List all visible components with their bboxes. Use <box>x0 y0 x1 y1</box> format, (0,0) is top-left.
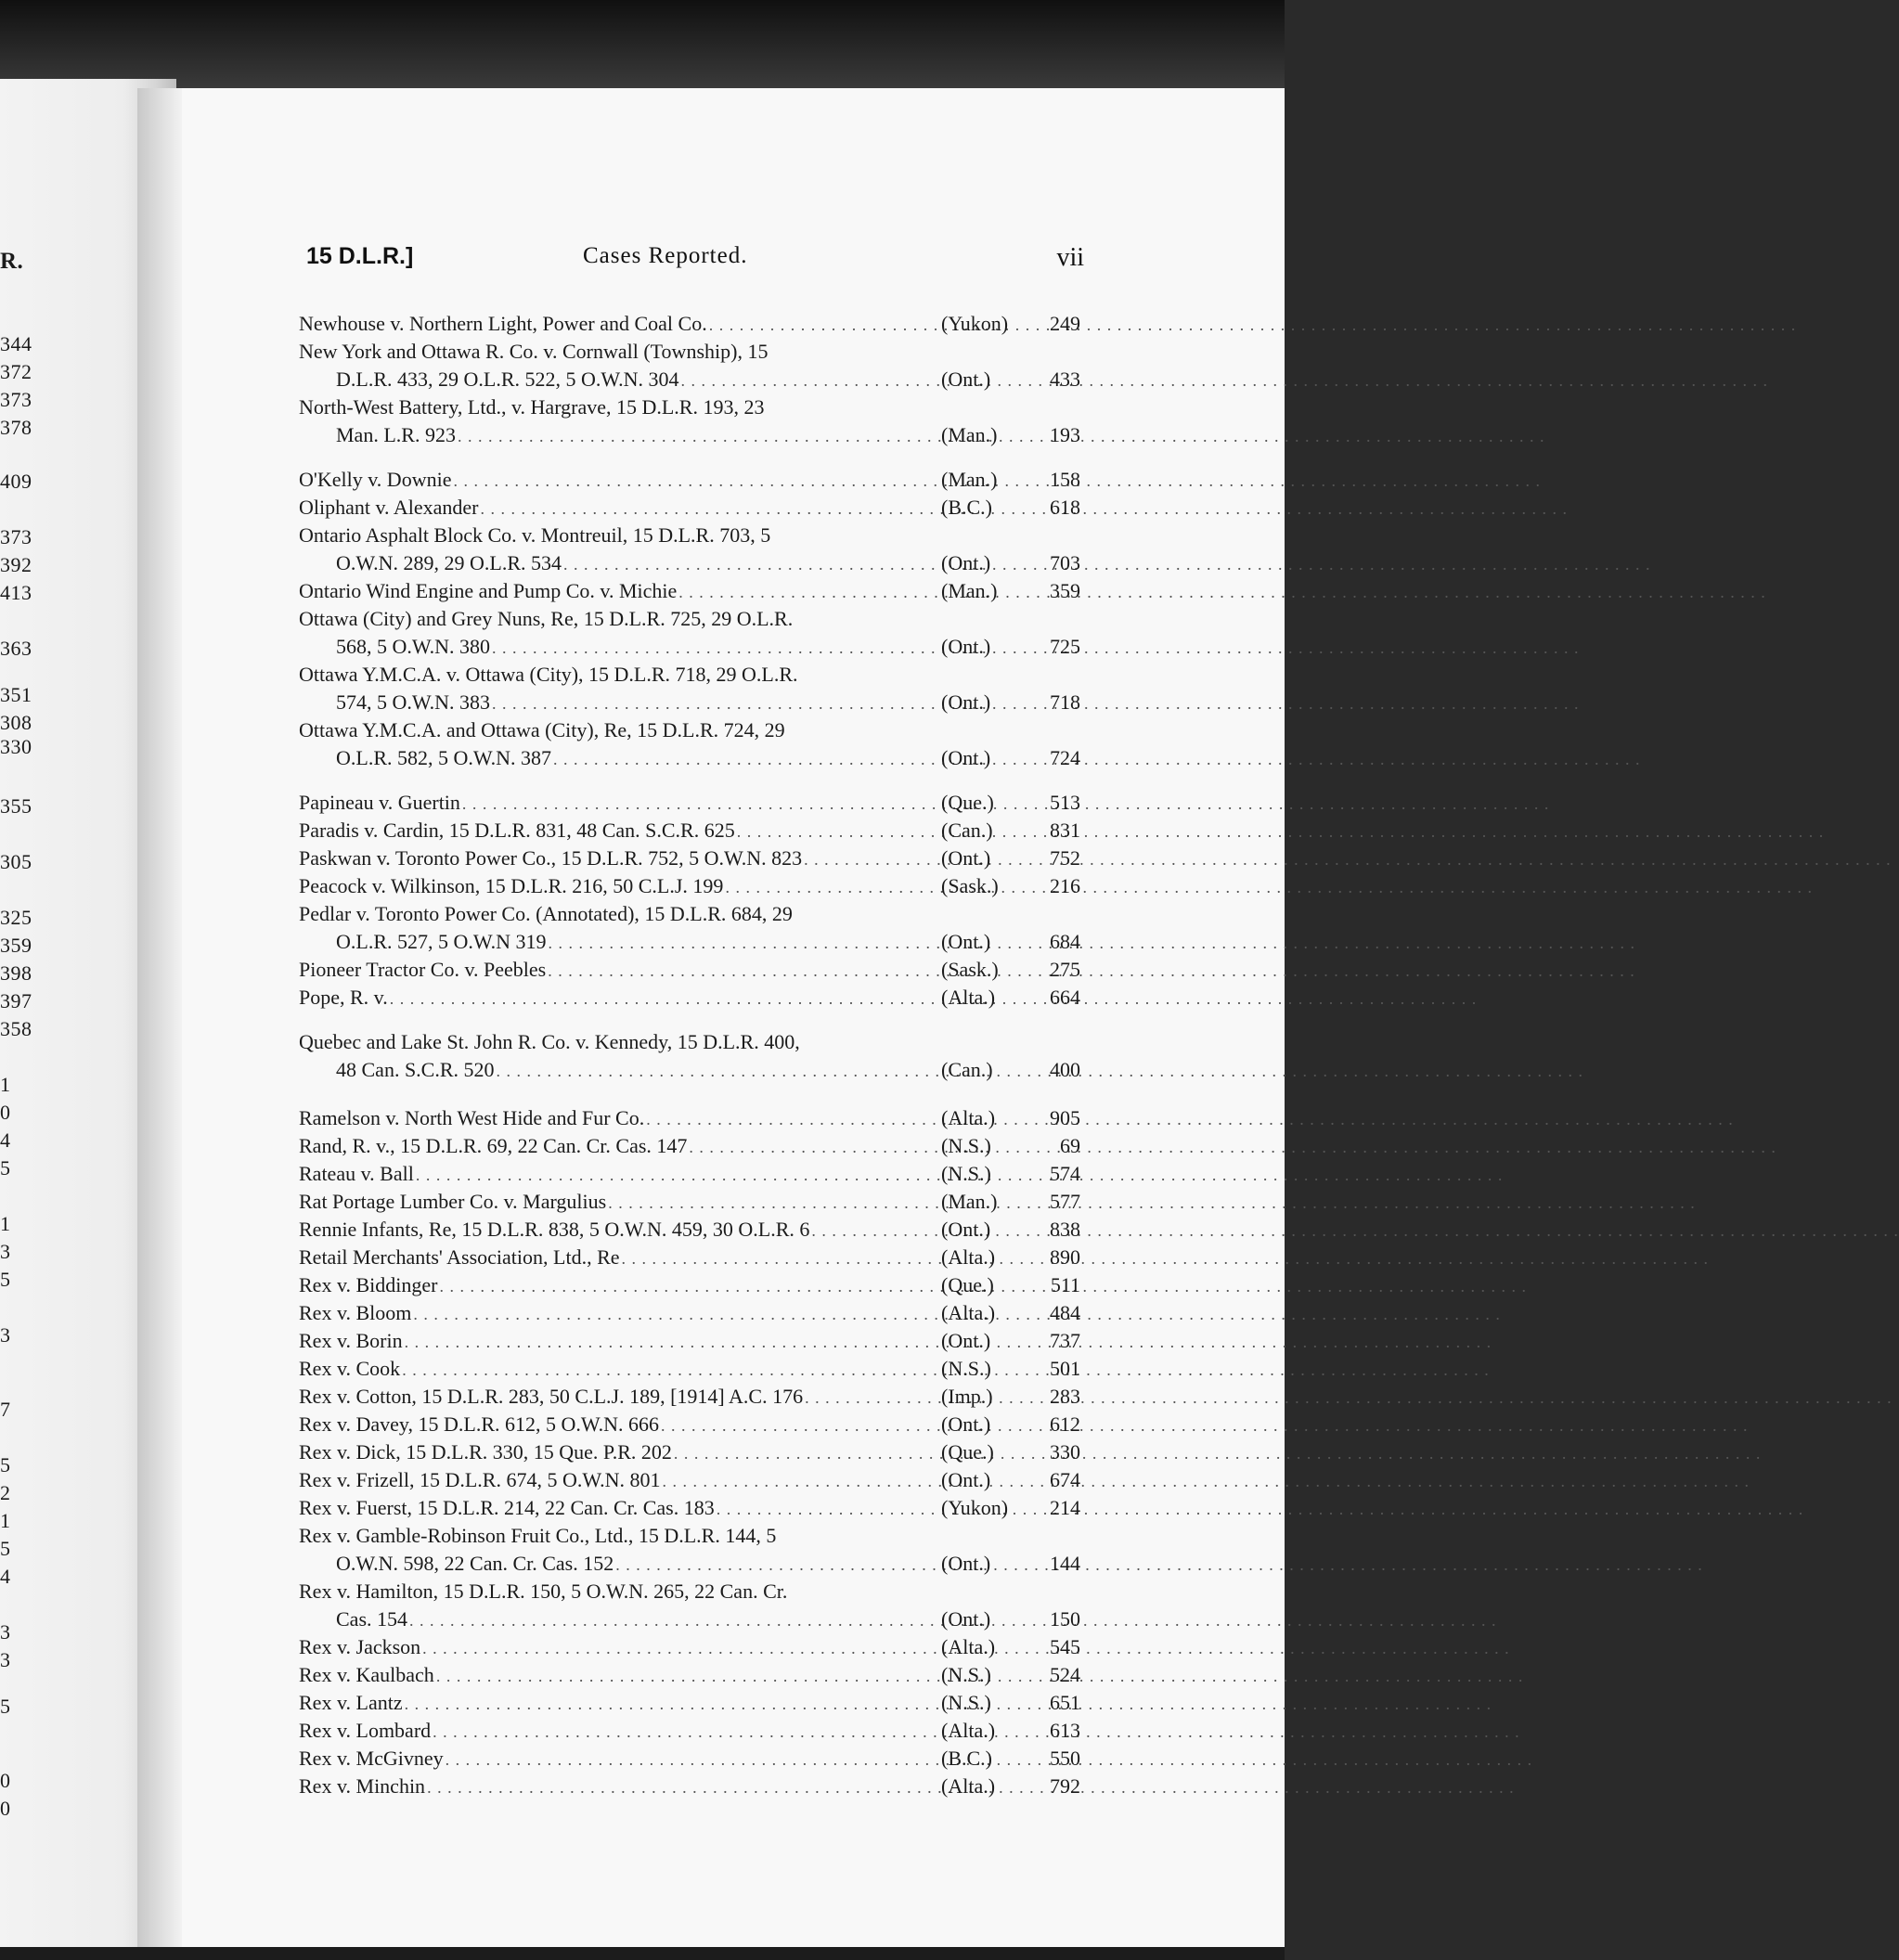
dot-leader <box>446 1750 939 1770</box>
case-entry <box>299 1719 1080 1747</box>
case-title: Pedlar v. Toronto Power Co. (Annotated), 15 D.L.R. 684, 29 <box>299 902 793 925</box>
case-title: O.W.N. 289, 29 O.L.R. 534 <box>336 551 562 574</box>
case-title: Rex v. McGivney <box>299 1747 444 1770</box>
dot-leader <box>681 371 939 391</box>
page-number: vii <box>1056 243 1084 272</box>
case-page-number: 501 <box>1050 1357 1080 1380</box>
left-page-number-fragment: 372 <box>0 360 32 383</box>
dot-leader <box>805 1388 939 1408</box>
court-label: (B.C.) <box>941 1747 992 1770</box>
case-entry <box>299 1385 1080 1412</box>
left-page-number-fragment: 5 <box>0 1695 11 1718</box>
case-title: Ontario Asphalt Block Co. v. Montreuil, 15 D.L.R. 703, 5 <box>299 523 771 547</box>
case-title: Rex v. Fuerst, 15 D.L.R. 214, 22 Can. Cr. Cas. 183 <box>299 1496 715 1519</box>
left-page-number-fragment: 1 <box>0 1212 11 1235</box>
case-entry <box>299 718 1080 746</box>
court-label: (Ont.) <box>941 1607 991 1631</box>
left-page-number-fragment: 5 <box>0 1156 11 1180</box>
case-entry <box>299 819 1080 846</box>
case-entry <box>299 1273 1080 1301</box>
case-title: Rex v. Minchin <box>299 1774 426 1798</box>
dot-leader <box>492 694 939 714</box>
case-page-number: 511 <box>1050 1273 1080 1296</box>
case-entry <box>299 1747 1080 1774</box>
case-page-number: 684 <box>1050 930 1080 953</box>
case-title: 574, 5 O.W.N. 383 <box>336 690 491 714</box>
left-page-number-fragment: 359 <box>0 934 32 957</box>
court-label: (Ont.) <box>941 368 991 391</box>
left-page-number-fragment: 305 <box>0 850 32 873</box>
case-title: Rennie Infants, Re, 15 D.L.R. 838, 5 O.W.N. 459, 30 O.L.R. 6 <box>299 1218 810 1241</box>
dot-leader <box>433 1722 939 1742</box>
case-title: Ottawa Y.M.C.A. v. Ottawa (City), 15 D.L.R. 718, 29 O.L.R. <box>299 663 798 686</box>
case-title: Ottawa Y.M.C.A. and Ottawa (City), Re, 15 D.L.R. 724, 29 <box>299 718 785 741</box>
case-entry <box>299 1134 1080 1162</box>
case-page-number: 737 <box>1050 1329 1080 1352</box>
dot-leader <box>661 1416 939 1436</box>
case-page-number: 330 <box>1050 1440 1080 1464</box>
left-page-number-fragment: 378 <box>0 416 32 439</box>
case-entry <box>299 1468 1080 1496</box>
dot-leader <box>440 1277 940 1296</box>
case-entry-continuation <box>336 930 1080 958</box>
case-entry <box>299 1440 1080 1468</box>
case-title: Man. L.R. 923 <box>336 423 456 446</box>
case-title: Rex v. Frizell, 15 D.L.R. 674, 5 O.W.N. 801 <box>299 1468 661 1491</box>
case-page-number: 703 <box>1050 551 1080 574</box>
case-entry-continuation <box>336 635 1080 663</box>
court-label: (Ont.) <box>941 690 991 714</box>
dot-leader <box>458 427 939 446</box>
dot-leader <box>811 1221 939 1241</box>
court-label: (Ont.) <box>941 930 991 953</box>
dot-leader <box>737 822 939 842</box>
dot-leader <box>416 1166 939 1185</box>
court-label: (N.S.) <box>941 1134 991 1157</box>
case-entry-continuation <box>336 690 1080 718</box>
case-title: Rex v. Borin <box>299 1329 403 1352</box>
case-entry-continuation <box>336 1552 1080 1580</box>
court-label: (Ont.) <box>941 746 991 769</box>
left-page-number-fragment: 2 <box>0 1481 11 1504</box>
court-label: (Alta.) <box>941 1635 996 1658</box>
page-header <box>306 243 1084 280</box>
case-page-number: 524 <box>1050 1663 1080 1686</box>
case-entry <box>299 958 1080 986</box>
court-label: (Sask.) <box>941 874 999 897</box>
case-page-number: 283 <box>1050 1385 1080 1408</box>
left-page-number-fragment: 397 <box>0 989 32 1012</box>
case-page-number: 613 <box>1050 1719 1080 1742</box>
dot-leader <box>717 1500 939 1519</box>
dot-leader <box>405 1695 939 1714</box>
dot-leader <box>402 1360 939 1380</box>
case-title: Newhouse v. Northern Light, Power and Coal Co. <box>299 312 707 335</box>
court-label: (Alta.) <box>941 1719 996 1742</box>
court-label: (Ont.) <box>941 1468 991 1491</box>
case-title: Retail Merchants' Association, Ltd., Re <box>299 1245 620 1269</box>
court-label: (Ont.) <box>941 1552 991 1575</box>
left-page-number-fragment: 4 <box>0 1128 11 1152</box>
case-title: Rex v. Jackson <box>299 1635 421 1658</box>
scan-bottom-edge <box>0 1947 1285 1960</box>
court-label: (Can.) <box>941 819 993 842</box>
case-title: Rex v. Davey, 15 D.L.R. 612, 5 O.W.N. 666 <box>299 1412 660 1436</box>
page-title: Cases Reported. <box>583 243 748 268</box>
case-title: Oliphant v. Alexander <box>299 496 479 519</box>
case-entry <box>299 312 1080 340</box>
case-page-number: 433 <box>1050 368 1080 391</box>
dot-leader <box>553 750 939 769</box>
case-page-number: 216 <box>1050 874 1080 897</box>
court-label: (Alta.) <box>941 1774 996 1798</box>
court-label: (Que.) <box>941 1440 994 1464</box>
case-entry-continuation <box>336 746 1080 774</box>
dot-leader <box>608 1193 939 1213</box>
court-label: (Ont.) <box>941 1412 991 1436</box>
case-entry <box>299 1496 1080 1524</box>
case-title: Rex v. Gamble-Robinson Fruit Co., Ltd., 15 D.L.R. 144, 5 <box>299 1524 777 1547</box>
left-page-number-fragment: 373 <box>0 525 32 548</box>
case-page-number: 905 <box>1050 1106 1080 1129</box>
case-entry <box>299 1245 1080 1273</box>
court-label: (Man.) <box>941 579 998 602</box>
court-label: (Alta.) <box>941 986 996 1009</box>
court-label: (Yukon) <box>941 1496 1009 1519</box>
case-title: Quebec and Lake St. John R. Co. v. Kennedy, 15 D.L.R. 400, <box>299 1030 800 1053</box>
case-entry <box>299 1691 1080 1719</box>
case-entry <box>299 846 1080 874</box>
case-entry <box>299 1774 1080 1802</box>
court-label: (Que.) <box>941 1273 994 1296</box>
case-title: Paradis v. Cardin, 15 D.L.R. 831, 48 Can. S.C.R. 625 <box>299 819 735 842</box>
dot-leader <box>405 1333 939 1352</box>
left-page-number-fragment: 3 <box>0 1648 11 1671</box>
case-page-number: 577 <box>1050 1190 1080 1213</box>
left-page-number-fragment: 4 <box>0 1565 11 1588</box>
case-entry <box>299 874 1080 902</box>
left-page-number-fragment: 0 <box>0 1797 11 1820</box>
dot-leader <box>615 1555 939 1575</box>
case-entry <box>299 791 1080 819</box>
left-page-header-fragment: R. <box>0 249 24 274</box>
case-entry-continuation <box>336 368 1080 395</box>
left-page-number-fragment: 1 <box>0 1073 11 1096</box>
dot-leader <box>662 1472 939 1491</box>
court-label: (N.S.) <box>941 1162 991 1185</box>
case-title: 48 Can. S.C.R. 520 <box>336 1058 495 1081</box>
case-title: Rat Portage Lumber Co. v. Margulius <box>299 1190 607 1213</box>
case-title: North-West Battery, Ltd., v. Hargrave, 15 D.L.R. 193, 23 <box>299 395 765 419</box>
dot-leader <box>480 499 939 519</box>
court-label: (Imp.) <box>941 1385 993 1408</box>
court-label: (Ont.) <box>941 846 991 870</box>
dot-leader <box>804 850 939 870</box>
case-page-number: 484 <box>1050 1301 1080 1324</box>
case-entry <box>299 1106 1080 1134</box>
case-title: Ramelson v. North West Hide and Fur Co. <box>299 1106 645 1129</box>
left-page-number-fragment: 363 <box>0 637 32 660</box>
case-page-number: 752 <box>1050 846 1080 870</box>
court-label: (Sask.) <box>941 958 999 981</box>
case-entry <box>299 1329 1080 1357</box>
case-page-number: 144 <box>1050 1552 1080 1575</box>
dot-leader <box>492 638 939 658</box>
scan-top-edge <box>0 0 1285 88</box>
case-title: Rex v. Cotton, 15 D.L.R. 283, 50 C.L.J. 189, [1914] A.C. 176 <box>299 1385 804 1408</box>
case-page-number: 724 <box>1050 746 1080 769</box>
left-page-number-fragment: 1 <box>0 1509 11 1532</box>
case-page-number: 150 <box>1050 1607 1080 1631</box>
case-entry <box>299 340 1080 368</box>
case-page-number: 651 <box>1050 1691 1080 1714</box>
left-page-number-fragment: 398 <box>0 961 32 985</box>
dot-leader <box>689 1138 939 1157</box>
case-title: Cas. 154 <box>336 1607 407 1631</box>
volume-label: 15 D.L.R.] <box>306 243 414 269</box>
court-label: (Ont.) <box>941 1218 991 1241</box>
case-title: Rex v. Lombard <box>299 1719 432 1742</box>
left-page-number-fragment: 0 <box>0 1101 11 1124</box>
case-title: Rex v. Cook <box>299 1357 401 1380</box>
court-label: (Ont.) <box>941 551 991 574</box>
left-page-number-fragment: 3 <box>0 1323 11 1347</box>
case-entry-continuation <box>336 1607 1080 1635</box>
case-entry <box>299 468 1080 496</box>
dot-leader <box>674 1444 939 1464</box>
case-title: New York and Ottawa R. Co. v. Cornwall (Township), 15 <box>299 340 769 363</box>
case-page-number: 725 <box>1050 635 1080 658</box>
dot-leader <box>709 316 939 335</box>
case-title: O.L.R. 582, 5 O.W.N. 387 <box>336 746 552 769</box>
case-page-number: 792 <box>1050 1774 1080 1798</box>
left-page-number-fragment: 355 <box>0 794 32 818</box>
case-page-number: 618 <box>1050 496 1080 519</box>
dot-leader <box>436 1667 939 1686</box>
case-page-number: 400 <box>1050 1058 1080 1081</box>
case-title: Rand, R. v., 15 D.L.R. 69, 22 Can. Cr. Cas. 147 <box>299 1134 688 1157</box>
case-entry <box>299 1190 1080 1218</box>
case-title: Rex v. Dick, 15 D.L.R. 330, 15 Que. P.R. 202 <box>299 1440 672 1464</box>
left-page-number-fragment: 5 <box>0 1453 11 1476</box>
case-page-number: 612 <box>1050 1412 1080 1436</box>
case-title: Rex v. Bloom <box>299 1301 412 1324</box>
case-entry <box>299 607 1080 635</box>
case-entry <box>299 663 1080 690</box>
case-title: O'Kelly v. Downie <box>299 468 452 491</box>
dot-leader <box>409 1611 939 1631</box>
left-page-number-fragment: 5 <box>0 1537 11 1560</box>
case-page-number: 718 <box>1050 690 1080 714</box>
left-page-number-fragment: 0 <box>0 1769 11 1792</box>
case-page-number: 574 <box>1050 1162 1080 1185</box>
case-entry <box>299 1030 1080 1058</box>
case-entry <box>299 1357 1080 1385</box>
dot-leader <box>427 1778 939 1798</box>
court-label: (Que.) <box>941 791 994 814</box>
court-label: (Ont.) <box>941 1329 991 1352</box>
case-title: Ottawa (City) and Grey Nuns, Re, 15 D.L.R. 725, 29 O.L.R. <box>299 607 794 630</box>
dot-leader <box>462 794 939 814</box>
case-page-number: 674 <box>1050 1468 1080 1491</box>
court-label: (Man.) <box>941 1190 998 1213</box>
left-page-number-fragment: 308 <box>0 711 32 734</box>
case-entry <box>299 1635 1080 1663</box>
dot-leader <box>413 1305 939 1324</box>
court-label: (Man.) <box>941 423 998 446</box>
left-page-number-fragment: 358 <box>0 1017 32 1040</box>
case-page-number: 513 <box>1050 791 1080 814</box>
dot-leader <box>453 471 939 491</box>
left-page-number-fragment: 3 <box>0 1620 11 1644</box>
court-label: (N.S.) <box>941 1663 991 1686</box>
case-title: O.W.N. 598, 22 Can. Cr. Cas. 152 <box>336 1552 614 1575</box>
court-label: (Alta.) <box>941 1301 996 1324</box>
case-page-number: 664 <box>1050 986 1080 1009</box>
case-title: Rex v. Kaulbach <box>299 1663 434 1686</box>
case-entry <box>299 1412 1080 1440</box>
left-page-number-fragment: 373 <box>0 388 32 411</box>
case-page-number: 214 <box>1050 1496 1080 1519</box>
case-page-number: 545 <box>1050 1635 1080 1658</box>
case-entry-continuation <box>336 423 1080 451</box>
case-title: O.L.R. 527, 5 O.W.N 319 <box>336 930 547 953</box>
left-page-number-fragment: 344 <box>0 332 32 355</box>
case-entry-continuation <box>336 551 1080 579</box>
court-label: (Ont.) <box>941 635 991 658</box>
case-entry <box>299 1663 1080 1691</box>
court-label: (Alta.) <box>941 1106 996 1129</box>
left-page-number-fragment: 5 <box>0 1268 11 1291</box>
case-entry <box>299 1162 1080 1190</box>
case-title: Rex v. Hamilton, 15 D.L.R. 150, 5 O.W.N. 265, 22 Can. Cr. <box>299 1580 788 1603</box>
case-page-number: 249 <box>1050 312 1080 335</box>
case-page-number: 550 <box>1050 1747 1080 1770</box>
dot-leader <box>725 878 939 897</box>
case-entry <box>299 986 1080 1013</box>
court-label: (Can.) <box>941 1058 993 1081</box>
court-label: (N.S.) <box>941 1357 991 1380</box>
left-page-number-fragment: 392 <box>0 553 32 576</box>
case-page-number: 193 <box>1050 423 1080 446</box>
case-title: Rex v. Lantz <box>299 1691 403 1714</box>
case-title: Ontario Wind Engine and Pump Co. v. Michie <box>299 579 678 602</box>
left-page-number-fragment: 413 <box>0 581 32 604</box>
dot-leader <box>678 583 939 602</box>
left-page-number-fragment: 409 <box>0 470 32 493</box>
case-entry <box>299 1301 1080 1329</box>
dot-leader <box>563 555 939 574</box>
court-label: (Man.) <box>941 468 998 491</box>
case-title: Rex v. Biddinger <box>299 1273 438 1296</box>
dot-leader <box>646 1110 939 1129</box>
dot-leader <box>549 934 939 953</box>
case-page-number: 831 <box>1050 819 1080 842</box>
left-page-number-fragment: 351 <box>0 683 32 706</box>
case-entry <box>299 395 1080 423</box>
case-page-number: 890 <box>1050 1245 1080 1269</box>
case-title: Papineau v. Guertin <box>299 791 460 814</box>
left-page-number-fragment: 325 <box>0 906 32 929</box>
case-title: Paskwan v. Toronto Power Co., 15 D.L.R. 752, 5 O.W.N. 823 <box>299 846 803 870</box>
case-entry <box>299 902 1080 930</box>
left-page-number-fragment: 7 <box>0 1398 11 1421</box>
dot-leader <box>548 961 939 981</box>
dot-leader <box>422 1639 939 1658</box>
case-entry <box>299 1524 1080 1552</box>
case-title: Rateau v. Ball <box>299 1162 414 1185</box>
court-label: (Alta.) <box>941 1245 996 1269</box>
case-entry <box>299 496 1080 523</box>
court-label: (B.C.) <box>941 496 992 519</box>
case-title: D.L.R. 433, 29 O.L.R. 522, 5 O.W.N. 304 <box>336 368 679 391</box>
court-label: (Yukon) <box>941 312 1009 335</box>
case-entry <box>299 579 1080 607</box>
dot-leader <box>390 989 939 1009</box>
dot-leader <box>622 1249 939 1269</box>
book-gutter <box>137 88 186 1960</box>
case-entry <box>299 1580 1080 1607</box>
case-title: 568, 5 O.W.N. 380 <box>336 635 491 658</box>
case-page-number: 275 <box>1050 958 1080 981</box>
case-page-number: 158 <box>1050 468 1080 491</box>
left-page-number-fragment: 3 <box>0 1240 11 1263</box>
case-title: Pope, R. v. <box>299 986 388 1009</box>
case-page-number: 838 <box>1050 1218 1080 1241</box>
case-entry <box>299 1218 1080 1245</box>
case-title: Pioneer Tractor Co. v. Peebles <box>299 958 547 981</box>
case-entry <box>299 523 1080 551</box>
case-entry-continuation <box>336 1058 1080 1086</box>
case-page-number: 69 <box>1060 1134 1080 1157</box>
court-label: (N.S.) <box>941 1691 991 1714</box>
left-page-number-fragment: 330 <box>0 735 32 758</box>
case-page-number: 359 <box>1050 579 1080 602</box>
case-title: Peacock v. Wilkinson, 15 D.L.R. 216, 50 C.L.J. 199 <box>299 874 724 897</box>
dot-leader <box>497 1062 939 1081</box>
